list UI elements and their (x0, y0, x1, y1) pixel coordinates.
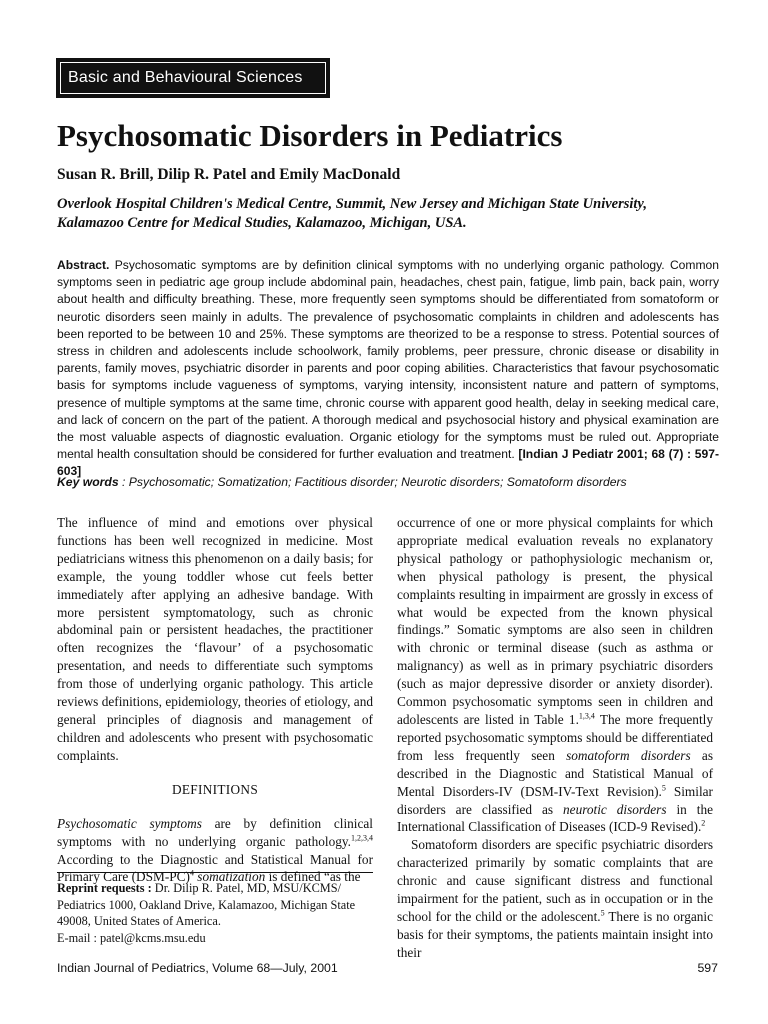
body-column-left (57, 514, 373, 886)
term-psychosomatic-symptoms: Psychosomatic symptoms (57, 815, 202, 831)
keywords (57, 474, 719, 491)
affiliation (57, 195, 717, 233)
somatoform-paragraph (397, 836, 713, 961)
paragraph-text: Somatoform disorders are specific psychiatric disorders characterized primarily by somatic complaints that are chronic and cause significant distress and functional impairment for the patient, such as in occupation or in the school for the child or the adolescent. (397, 837, 713, 924)
definition-text: are by definition clinical symptoms with no underlying organic pathology. (57, 815, 373, 849)
paragraph-text: as described in the Diagnostic and Statistical Manual of Mental Disorders-IV (DSM-IV-Text Revision). (397, 747, 713, 799)
section-heading-definitions: DEFINITIONS (171, 781, 259, 797)
page-number: 597 (697, 961, 718, 975)
paragraph-text: occurrence of one or more physical complaints for which appropriate medical evaluation reveals no explanatory physical pathology or pathophysiologic mechanism or, when physical pathology is present, the physical complaints resulting in impairment are grossly in excess of what would be expected from the known physical findings.” Somatic symptoms are also seen in children with chronic or terminal disease (such as asthma or malignancy) as well as in primary psychiatric disorders (such as major depressive disorder or anxiety disorder). Common psychosomatic symptoms seen in children and adolescents are listed in Table 1. (397, 515, 713, 727)
citation-superscript: 4 (189, 868, 194, 878)
journal-footer: Indian Journal of Pediatrics, Volume 68—July, 2001 (57, 961, 338, 975)
keywords-label: Key words (57, 475, 119, 489)
citation-superscript: 1,3,4 (578, 711, 595, 721)
paragraph-text: There is no organic basis for their symptoms, the patients maintain insight into their (397, 908, 713, 960)
reprint-label: Reprint requests : (57, 881, 152, 895)
term-somatization: somatization (197, 869, 266, 885)
intro-paragraph: The influence of mind and emotions over physical functions has been well recognized in medicine. Most pediatricians witness this phenomenon on a daily basis; for example, the young toddler whose cut feels better immediately after applying an adhesive bandage. With more persistent symptomatology, such as chronic abdominal pain or persistent headaches, the practitioner often recognizes the ‘flavour’ of a psychosomatic presentation, and needs to differentiate such symptoms from those of underlying organic pathology. This article reviews definitions, epidemiology, theories of etiology, and general principles of diagnosis and management of children and adolescents who present with psychosomatic complaints. (57, 515, 373, 763)
reprint-email: E-mail : patel@kcms.msu.edu (57, 930, 206, 945)
continued-paragraph (397, 514, 713, 836)
affiliation-line-2: Kalamazoo Centre for Medical Studies, Kalamazoo, Michigan, USA. (57, 215, 467, 231)
term-neurotic-disorders: neurotic disorders (563, 801, 667, 817)
abstract (57, 257, 719, 481)
body-column-right (397, 514, 713, 962)
section-banner-label: Basic and Behavioural Sciences (60, 62, 326, 94)
paragraph-text: Similar disorders are classified as (397, 783, 713, 817)
definition-text: is defined “as the (265, 869, 361, 885)
citation-superscript: 1,2,3,4 (351, 833, 373, 843)
paragraph-text: The more frequently reported psychosomatic symptoms should be differentiated from less frequently seen (397, 711, 713, 763)
abstract-label: Abstract. (57, 258, 110, 272)
definition-text: According to the Diagnostic and Statistical Manual for Primary Care (DSM-PC) (57, 851, 373, 885)
paragraph-text: in the International Classification of Diseases (ICD-9 Revised). (397, 801, 713, 835)
definitions-paragraph (57, 815, 373, 887)
citation-superscript: 5 (661, 783, 666, 793)
article-title: Psychosomatic Disorders in Pediatrics (57, 118, 563, 153)
section-banner (56, 58, 330, 98)
author-list: Susan R. Brill, Dilip R. Patel and Emily MacDonald (57, 166, 401, 183)
keywords-text: : Psychosomatic; Somatization; Factitious disorder; Neurotic disorders; Somatoform disorders (122, 475, 627, 489)
citation-superscript: 2 (701, 818, 706, 828)
reprint-requests (57, 880, 373, 946)
footnote-divider (57, 872, 373, 873)
reprint-address: Dr. Dilip R. Patel, MD, MSU/KCMS/ Pediatrics 1000, Oakland Drive, Kalamazoo, Michigan State 49008, United States of America. (57, 881, 356, 929)
term-somatoform-disorders: somatoform disorders (566, 747, 691, 763)
affiliation-line-1: Overlook Hospital Children's Medical Centre, Summit, New Jersey and Michigan State University, (57, 196, 647, 212)
abstract-citation: [Indian J Pediatr 2001; 68 (7) : 597-603] (57, 447, 719, 479)
abstract-text: Psychosomatic symptoms are by definition clinical symptoms with no underlying organic pathology. Common symptoms seen in pediatric age group include abdominal pain, headaches, chest pain, fatigue, limb pain, back pain, worry about health and difficulty breathing. These, more frequently seen symptoms should be differentiated from somatoform or neurotic disorders seen mainly in adults. The prevalence of psychosomatic complaints in children and adolescents has been reported to be between 10 and 25%. These symptoms are theorized to be a response to stress. Potential sources of stress in children and adolescents include schoolwork, family problems, peer pressure, chronic disease or disability in parents, family moves, psychiatric disorder in parents and poor coping abilities. Characteristics that favour psychosomatic basis for symptoms include vagueness of symptoms, varying intensity, inconsistent nature and pattern of symptoms, presence of multiple symptoms at the same time, chronic course with apparent good health, delay in seeking medical care, and lack of concern on the part of the patient. A thorough medical and psychosocial history and physical examination are the most valuable aspects of diagnostic evaluation. Organic etiology for the symptoms must be ruled out. Appropriate mental health consultation should be considered for further evaluation and treatment. (57, 258, 719, 462)
citation-superscript: 5 (600, 908, 605, 918)
